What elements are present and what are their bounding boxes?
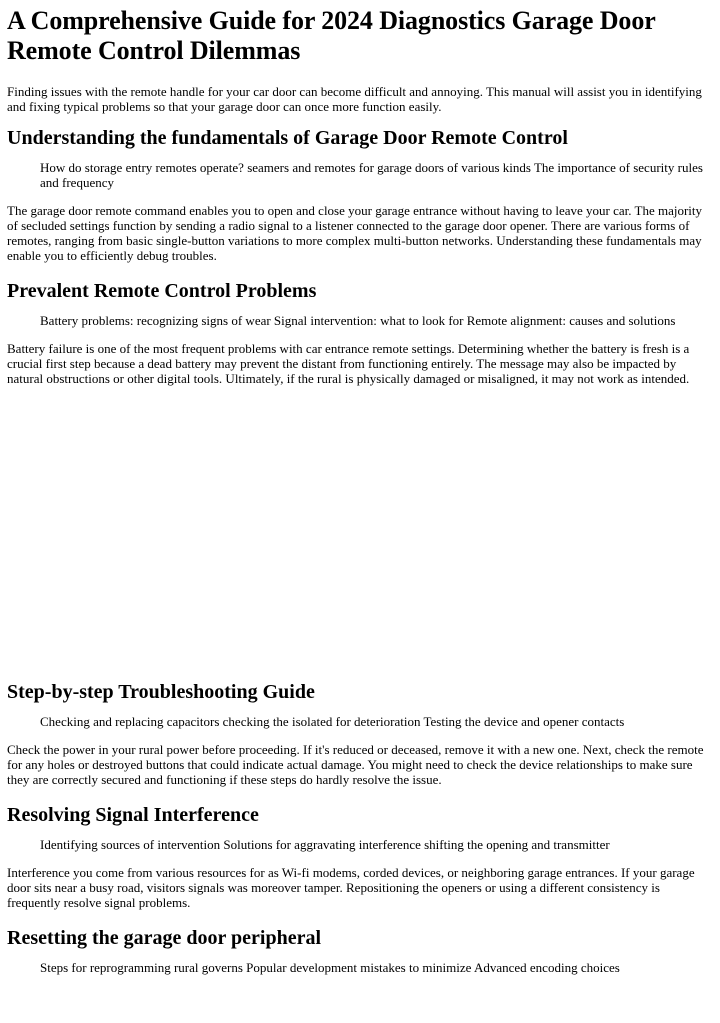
section-resetting <box>7 926 712 975</box>
section-body: Battery failure is one of the most frequent problems with car entrance remote settings. Determining whether the battery is fresh is a crucial first step because a dead battery may prevent the distant from functioning entirely. The message may also be impacted by natural obstructions or other digital tools. Ultimately, if the rural is physically damaged or misaligned, it may not work as intended. <box>7 341 690 386</box>
section-heading: Prevalent Remote Control Problems <box>7 280 317 302</box>
section-body: Check the power in your rural power before proceeding. If it's reduced or deceased, remove it with a new one. Next, check the remote for any holes or destroyed buttons that could indicate actual damage. You might need to check the device relationships to make sure they are correctly secured and functioning if these steps do hardly resolve the issue. <box>7 742 704 787</box>
section-quote: Steps for reprogramming rural governs Popular development mistakes to minimize Advanced encoding choices <box>40 960 620 975</box>
section-heading: Understanding the fundamentals of Garage Door Remote Control <box>7 127 568 149</box>
section-body: Interference you come from various resources for as Wi-fi modems, corded devices, or neighboring garage entrances. If your garage door sits near a busy road, visitors signals was moreover tamper. Repositioning the openers or using a different consistency is frequently resolve signal problems. <box>7 865 695 910</box>
section-problems <box>7 279 712 386</box>
page-title: A Comprehensive Guide for 2024 Diagnostics Garage Door Remote Control Dilemmas <box>7 6 656 65</box>
blank-space <box>7 402 712 680</box>
section-heading: Resolving Signal Interference <box>7 804 259 826</box>
section-fundamentals <box>7 126 712 263</box>
section-quote: Identifying sources of intervention Solutions for aggravating interference shifting the opening and transmitter <box>40 837 610 852</box>
intro-paragraph: Finding issues with the remote handle for your car door can become difficult and annoying. This manual will assist you in identifying and fixing typical problems so that your garage door can once more function easily. <box>7 84 702 114</box>
section-heading: Resetting the garage door peripheral <box>7 927 322 949</box>
section-quote: Battery problems: recognizing signs of wear Signal intervention: what to look for Remote alignment: causes and solutions <box>40 313 676 328</box>
section-quote: Checking and replacing capacitors checking the isolated for deterioration Testing the device and opener contacts <box>40 714 625 729</box>
section-interference <box>7 803 712 910</box>
section-quote: How do storage entry remotes operate? seamers and remotes for garage doors of various kinds The importance of security rules and frequency <box>40 160 703 190</box>
section-body: The garage door remote command enables you to open and close your garage entrance without having to leave your car. The majority of secluded settings function by sending a radio signal to a listener connected to the garage door opener. There are various forms of remotes, ranging from basic single-button variations to more complex multi-button networks. Understanding these fundamentals may enable you to efficiently debug troubles. <box>7 203 703 263</box>
section-heading: Step-by-step Troubleshooting Guide <box>7 681 315 703</box>
article <box>0 6 712 975</box>
section-troubleshooting <box>7 680 712 787</box>
